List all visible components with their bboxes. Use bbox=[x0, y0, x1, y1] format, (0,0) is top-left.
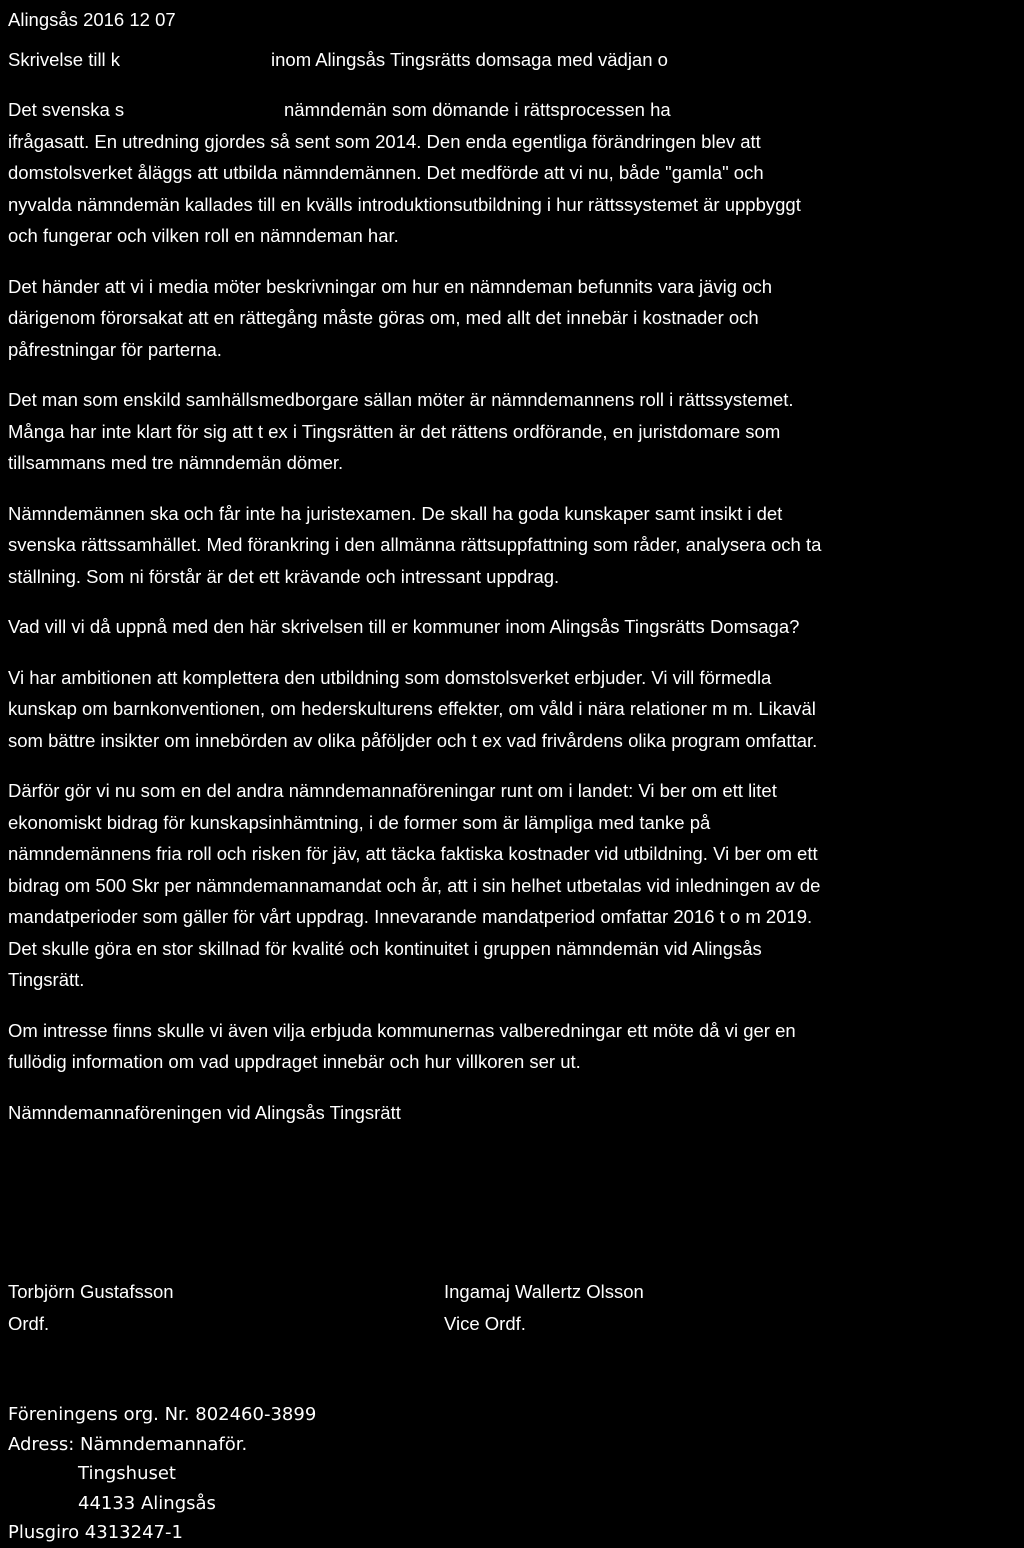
signer-name: Ingamaj Wallertz Olsson bbox=[444, 1281, 644, 1302]
paragraph-1-first-part-1: Det svenska s bbox=[8, 99, 125, 120]
paragraph-3 bbox=[8, 384, 1020, 479]
plusgiro-number: Plusgiro 4313247-1 bbox=[8, 1522, 183, 1543]
paragraph-line: Det händer att vi i media möter beskrivningar om hur en nämndeman befunnits vara jävig och bbox=[8, 275, 773, 297]
paragraph-line: Tingsrätt. bbox=[8, 969, 85, 990]
subject-part-1: Skrivelse till k bbox=[8, 49, 121, 70]
signature-block bbox=[8, 1276, 1008, 1346]
paragraph-line: och fungerar och vilken roll en nämndeman har. bbox=[8, 225, 399, 246]
letter-date: Alingsås 2016 12 07 bbox=[8, 9, 176, 30]
letter-body bbox=[8, 94, 1020, 1128]
paragraph-line: Många har inte klart för sig att t ex i Tingsrätten är det rättens ordförande, en juristdomare som bbox=[8, 420, 781, 442]
paragraph-8 bbox=[8, 1015, 1020, 1078]
paragraph-line: nyvalda nämndemän kallades till en kvälls introduktionsutbildning i hur rättssystemet är uppbyggt bbox=[8, 193, 801, 215]
paragraph-line: Vi har ambitionen att komplettera den utbildning som domstolsverket erbjuder. Vi vill förmedla bbox=[8, 666, 772, 688]
paragraph-line: Det man som enskild samhällsmedborgare sällan möter är nämndemannens roll i rättssystemet. bbox=[8, 389, 794, 410]
paragraph-1-first-line bbox=[8, 94, 1020, 126]
footer-contact bbox=[8, 1400, 316, 1548]
paragraph-6 bbox=[8, 662, 1020, 757]
paragraph-line: domstolsverket åläggs att utbilda nämndemännen. Det medförde att vi nu, både "gamla" och bbox=[8, 162, 764, 183]
closing-organization bbox=[8, 1097, 1020, 1129]
paragraph-line: fullödig information om vad uppdraget innebär och hur villkoren ser ut. bbox=[8, 1051, 581, 1072]
paragraph-5 bbox=[8, 611, 1020, 643]
paragraph-line: ifrågasatt. En utredning gjordes så sent som 2014. Den enda egentliga förändringen blev att bbox=[8, 130, 761, 152]
paragraph-line: nämndemännens fria roll och risken för jäv, att täcka faktiska kostnader vid utbildning. Vi ber om ett bbox=[8, 843, 818, 864]
signer-title: Ordf. bbox=[8, 1312, 50, 1334]
address-label: Adress: Nämndemannaför. bbox=[8, 1433, 248, 1455]
paragraph-2 bbox=[8, 271, 1020, 366]
paragraph-line: svenska rättssamhället. Med förankring i den allmänna rättsuppfattning som råder, analysera och ta bbox=[8, 534, 822, 555]
paragraph-line: Nämndemännen ska och får inte ha juristexamen. De skall ha goda kunskaper samt insikt i det bbox=[8, 502, 783, 524]
paragraph-line: påfrestningar för parterna. bbox=[8, 338, 222, 360]
signer-title: Vice Ordf. bbox=[444, 1312, 526, 1334]
paragraph-line: mandatperioder som gäller för vårt uppdrag. Innevarande mandatperiod omfattar 2016 t o m 2019. bbox=[8, 906, 813, 927]
paragraph-line: Om intresse finns skulle vi även vilja erbjuda kommunernas valberedningar ett möte då vi ger en bbox=[8, 1019, 796, 1041]
signature-left bbox=[8, 1276, 174, 1339]
paragraph-line: ställning. Som ni förstår är det ett krävande och intressant uppdrag. bbox=[8, 565, 560, 587]
address-line: Tingshuset bbox=[78, 1463, 176, 1484]
paragraph-1-first-part-2: nämndemän som dömande i rättsprocessen ha bbox=[284, 99, 671, 120]
address-line: 44133 Alingsås bbox=[78, 1492, 216, 1514]
paragraph-line: bidrag om 500 Skr per nämndemannamandat och år, att i sin helhet utbetalas vid inledningen av de bbox=[8, 874, 821, 896]
paragraph-line: tillsammans med tre nämndemän dömer. bbox=[8, 452, 344, 473]
paragraph-line: Det skulle göra en stor skillnad för kvalité och kontinuitet i gruppen nämndemän vid Alingsås bbox=[8, 937, 762, 959]
org-number: Föreningens org. Nr. 802460-3899 bbox=[8, 1404, 317, 1425]
paragraph-line: därigenom förorsakat att en rättegång måste göras om, med allt det innebär i kostnader och bbox=[8, 307, 759, 328]
paragraph-4 bbox=[8, 498, 1020, 593]
paragraph-line: Vad vill vi då uppnå med den här skrivelsen till er kommuner inom Alingsås Tingsrätts Domsaga? bbox=[8, 616, 800, 637]
signer-name: Torbjörn Gustafsson bbox=[8, 1281, 174, 1302]
paragraph-7 bbox=[8, 775, 1020, 996]
paragraph-line: Därför gör vi nu som en del andra nämndemannaföreningar runt om i landet: Vi ber om ett litet bbox=[8, 780, 777, 801]
closing-line: Nämndemannaföreningen vid Alingsås Tingsrätt bbox=[8, 1101, 401, 1123]
paragraph-1 bbox=[8, 94, 1020, 252]
subject-part-2: inom Alingsås Tingsrätts domsaga med vädjan o bbox=[271, 49, 668, 70]
paragraph-line: kunskap om barnkonventionen, om hederskulturens effekter, om våld i nära relationer m m. Likaväl bbox=[8, 698, 816, 719]
signature-right bbox=[444, 1276, 644, 1339]
paragraph-line: ekonomiskt bidrag för kunskapsinhämtning, i de former som är lämpliga med tanke på bbox=[8, 811, 711, 833]
paragraph-line: som bättre insikter om innebörden av olika påföljder och t ex vad frivårdens olika program omfattar. bbox=[8, 729, 818, 751]
